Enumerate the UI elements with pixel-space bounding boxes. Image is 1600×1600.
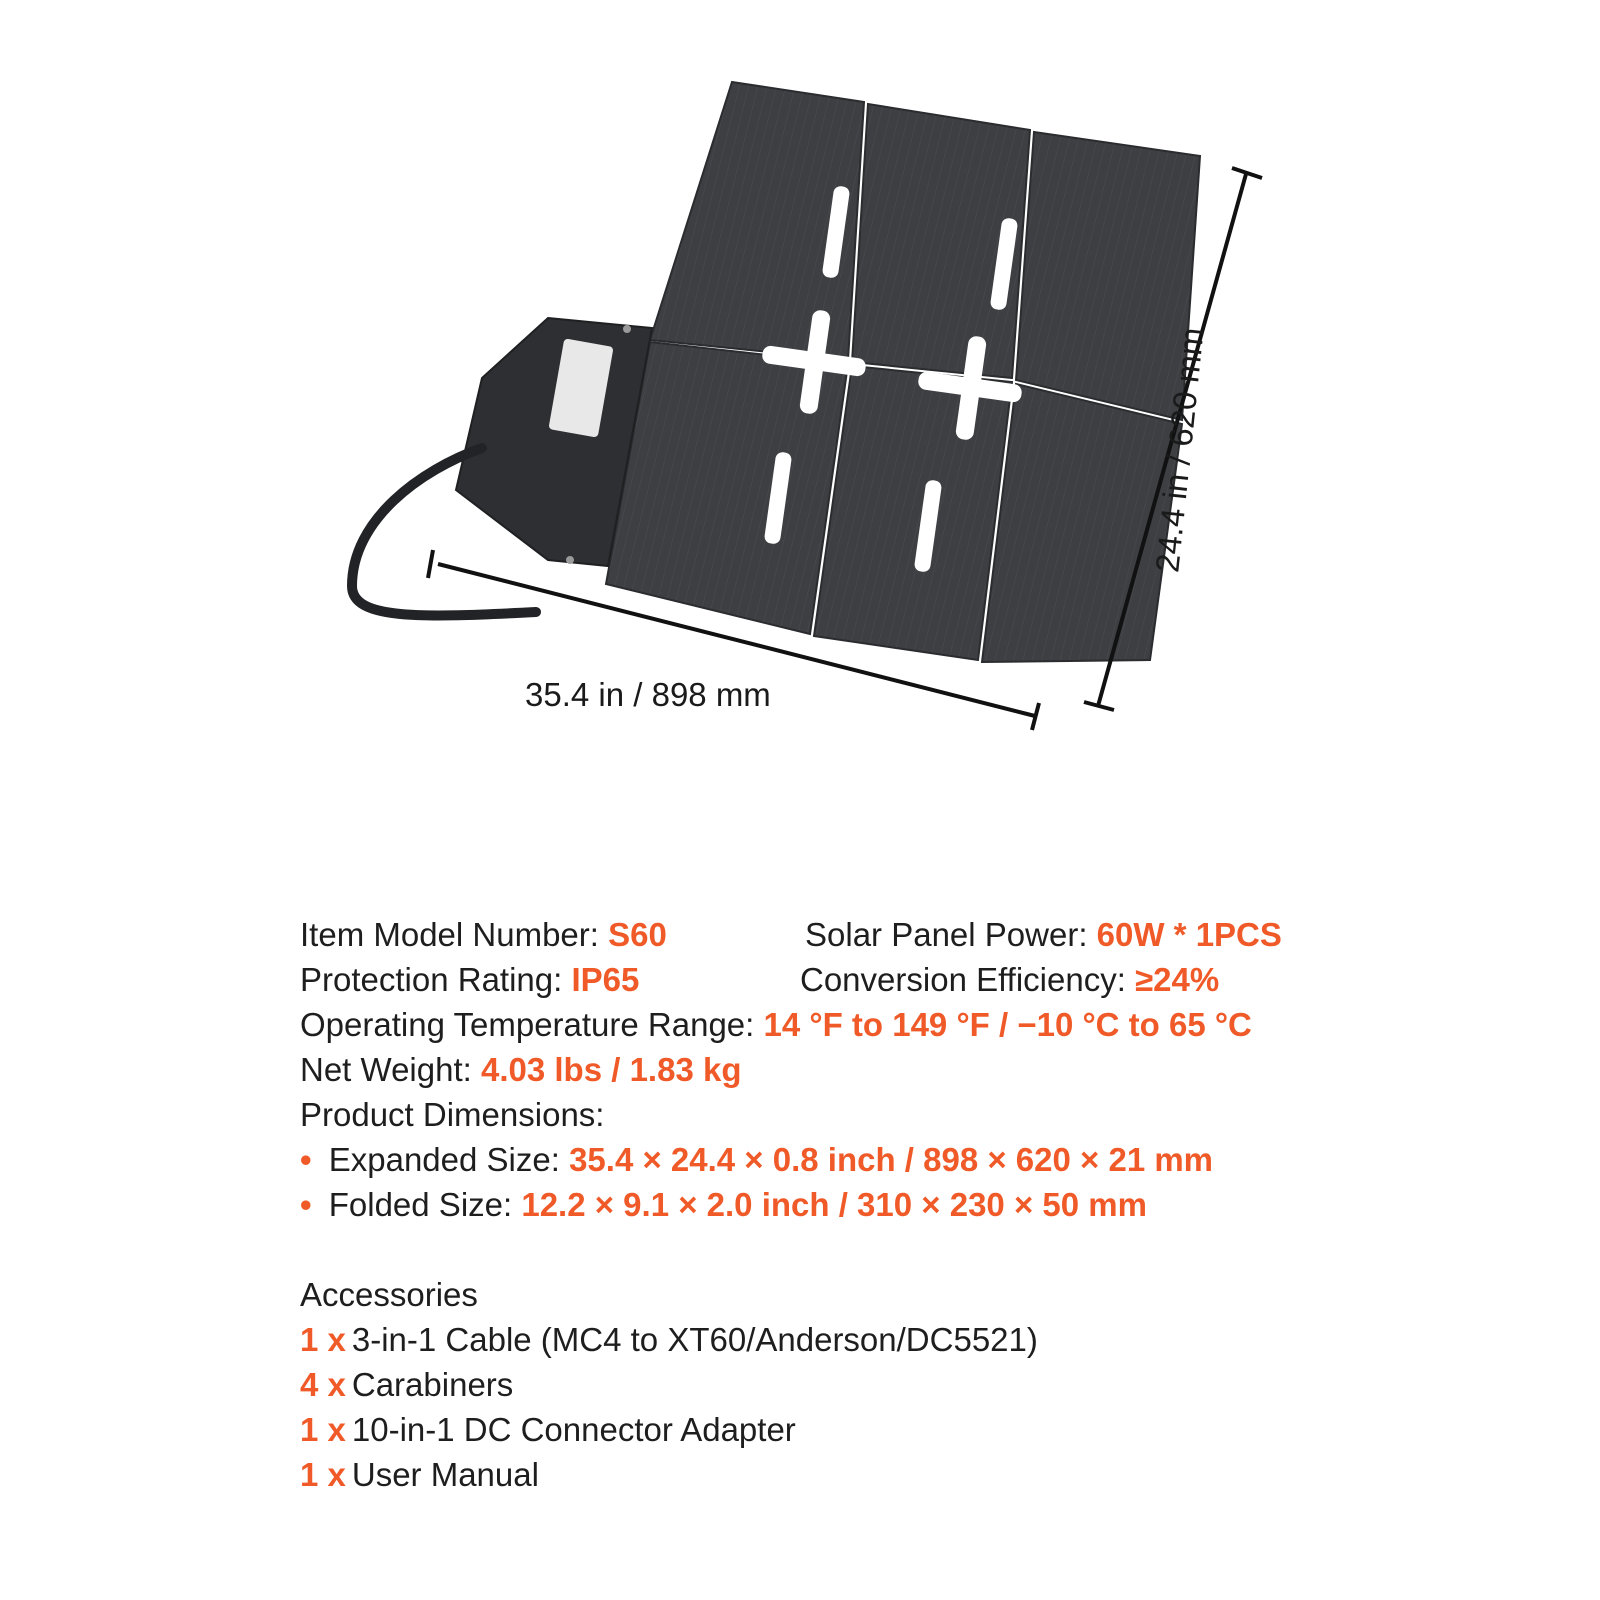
spec-efficiency-value: ≥24% <box>1135 961 1220 998</box>
bullet-icon: • <box>300 1141 312 1178</box>
spec-folded-size <box>300 1188 1147 1221</box>
spec-folded-label: Folded Size: <box>328 1186 513 1223</box>
accessory-qty: 1 x <box>300 1321 346 1358</box>
spec-efficiency <box>800 963 1219 996</box>
spec-expanded-label: Expanded Size: <box>328 1141 560 1178</box>
spec-weight <box>300 1053 741 1086</box>
spec-model <box>300 918 667 951</box>
spec-temperature-label: Operating Temperature Range: <box>300 1006 755 1043</box>
spec-temperature <box>300 1008 1252 1041</box>
spec-temperature-value: 14 °F to 149 °F / −10 °C to 65 °C <box>763 1006 1252 1043</box>
accessory-label: 10-in-1 DC Connector Adapter <box>351 1411 796 1448</box>
spec-power-label: Solar Panel Power: <box>805 916 1088 953</box>
accessory-qty: 4 x <box>300 1366 346 1403</box>
accessory-label: Carabiners <box>351 1366 514 1403</box>
spec-model-value: S60 <box>608 916 667 953</box>
spec-weight-value: 4.03 lbs / 1.83 kg <box>480 1051 742 1088</box>
spec-power-value: 60W * 1PCS <box>1096 916 1282 953</box>
spec-weight-label: Net Weight: <box>300 1051 472 1088</box>
solar-panel-illustration <box>0 0 1600 760</box>
spec-folded-value: 12.2 × 9.1 × 2.0 inch / 310 × 230 × 50 mm <box>521 1186 1147 1223</box>
accessory-label: User Manual <box>351 1456 539 1493</box>
accessory-item <box>300 1413 796 1446</box>
accessory-item <box>300 1368 513 1401</box>
spec-dimensions-heading: Product Dimensions: <box>300 1096 605 1133</box>
accessories-heading: Accessories <box>300 1276 478 1313</box>
height-dimension-label: 24.4 in / 620 mm <box>1148 325 1211 575</box>
spec-protection <box>300 963 639 996</box>
accessory-label: 3-in-1 Cable (MC4 to XT60/Anderson/DC5521) <box>351 1321 1038 1358</box>
spec-power <box>805 918 1282 951</box>
accessory-qty: 1 x <box>300 1456 346 1493</box>
spec-expanded-size <box>300 1143 1213 1176</box>
spec-efficiency-label: Conversion Efficiency: <box>800 961 1126 998</box>
spec-expanded-value: 35.4 × 24.4 × 0.8 inch / 898 × 620 × 21 mm <box>569 1141 1214 1178</box>
spec-protection-label: Protection Rating: <box>300 961 563 998</box>
spec-model-label: Item Model Number: <box>300 916 599 953</box>
bullet-icon: • <box>300 1186 312 1223</box>
width-dimension-label: 35.4 in / 898 mm <box>525 676 771 713</box>
accessory-item <box>300 1323 1038 1356</box>
accessory-item <box>300 1458 539 1491</box>
accessory-qty: 1 x <box>300 1411 346 1448</box>
spec-protection-value: IP65 <box>571 961 640 998</box>
